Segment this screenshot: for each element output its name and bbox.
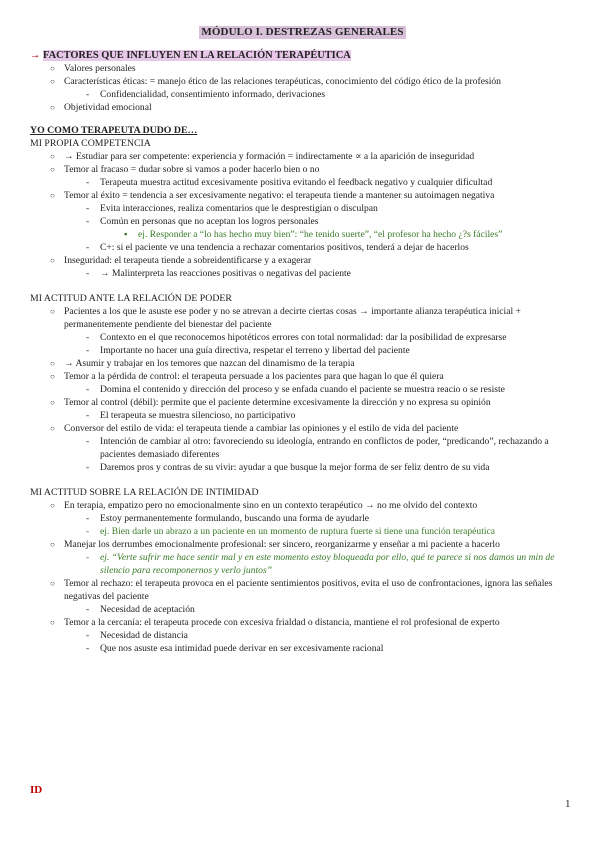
list-item: ○ Objetividad emocional bbox=[50, 102, 152, 113]
page-title: MÓDULO I. DESTREZAS GENERALES bbox=[201, 26, 404, 38]
list-item: ○ Manejar los derrumbes emocionalmente profesional: ser sincero, reorganizarme y enseñar a mi paciente a hacerlo bbox=[50, 539, 500, 550]
circle-bullet-icon: ○ bbox=[50, 64, 55, 73]
list-item: ○ → Estudiar para ser competente: experiencia y formación = indirectamente ∝ a la aparición de inseguridad bbox=[50, 151, 475, 162]
list-item-example: - ej. “Verte sufrir me hace sentir mal y en este momento estoy bloqueada por ello, qué te parece si nos damos un min de silencio para recomponernos y verlo juntos” bbox=[86, 552, 555, 576]
dash-bullet-icon: - bbox=[86, 436, 90, 447]
dash-bullet-icon: - bbox=[86, 216, 90, 227]
circle-bullet-icon: ○ bbox=[50, 256, 55, 265]
list-item: - El terapeuta se muestra silencioso, no participativo bbox=[86, 410, 296, 421]
dash-bullet-icon: - bbox=[86, 384, 90, 395]
dash-bullet-icon: - bbox=[86, 552, 90, 563]
list-item: - Terapeuta muestra actitud excesivamente positiva evitando el feedback negativo y cualquier dificultad bbox=[86, 177, 493, 188]
dash-bullet-icon: - bbox=[86, 513, 90, 524]
dash-bullet-icon: - bbox=[86, 526, 90, 537]
circle-bullet-icon: ○ bbox=[50, 579, 55, 588]
list-item: ○ → Asumir y trabajar en los temores que nazcan del dinamismo de la terapia bbox=[50, 358, 355, 369]
list-item: ○ Temor al fracaso = dudar sobre si vamos a poder hacerlo bien o no bbox=[50, 164, 320, 175]
list-item: - Evita interacciones, realiza comentarios que le desprestigian o disculpan bbox=[86, 203, 378, 214]
list-item-example: ▪ ej. Responder a “lo has hecho muy bien”: “he tenido suerte”, “el profesor ha hecho ¿?s fáciles” bbox=[124, 229, 503, 240]
list-item: - Importante no hacer una guía directiva, respetar el terreno y libertad del paciente bbox=[86, 345, 410, 356]
dash-bullet-icon: - bbox=[86, 89, 90, 100]
list-item: - Necesidad de distancia bbox=[86, 630, 188, 641]
dash-bullet-icon: - bbox=[86, 177, 90, 188]
list-factores bbox=[30, 62, 575, 114]
list-item: ○ Inseguridad: el terapeuta tiende a sobreidentificarse y a exagerar bbox=[50, 255, 312, 266]
list-item: - Intención de cambiar al otro: favoreciendo su ideología, entrando en conflictos de poder, “predicando”, rechazando a pacientes demasiado diferentes bbox=[86, 436, 549, 460]
subsection-heading-competencia: MI PROPIA COMPETENCIA bbox=[30, 138, 151, 149]
circle-bullet-icon: ○ bbox=[50, 372, 55, 381]
list-item: ○ Temor a la pérdida de control: el terapeuta persuade a los pacientes para que hagan lo que él quiera bbox=[50, 371, 444, 382]
list-item: - Contexto en el que reconocemos hipotéticos errores con total normalidad: dar la posibilidad de expresarse bbox=[86, 332, 507, 343]
list-item: ○ Características éticas: = manejo ético de las relaciones terapéuticas, conocimiento del código ético de la profesión bbox=[50, 76, 501, 87]
list-item: ○ En terapia, empatizo pero no emocionalmente sino en un contexto terapéutico → no me olvido del contexto bbox=[50, 500, 478, 511]
list-item: - → Malinterpreta las reacciones positivas o negativas del paciente bbox=[86, 268, 351, 279]
list-poder bbox=[30, 305, 575, 474]
dash-bullet-icon: - bbox=[86, 242, 90, 253]
dash-bullet-icon: - bbox=[86, 643, 90, 654]
circle-bullet-icon: ○ bbox=[50, 398, 55, 407]
id-mark: ID bbox=[30, 784, 43, 796]
circle-bullet-icon: ○ bbox=[50, 501, 55, 510]
circle-bullet-icon: ○ bbox=[50, 103, 55, 112]
dash-bullet-icon: - bbox=[86, 604, 90, 615]
dash-bullet-icon: - bbox=[86, 203, 90, 214]
circle-bullet-icon: ○ bbox=[50, 307, 55, 316]
circle-bullet-icon: ○ bbox=[50, 424, 55, 433]
square-bullet-icon: ▪ bbox=[124, 229, 128, 240]
dash-bullet-icon: - bbox=[86, 345, 90, 356]
dash-bullet-icon: - bbox=[86, 462, 90, 473]
list-item: - Necesidad de aceptación bbox=[86, 604, 195, 615]
list-item: - Común en personas que no aceptan los logros personales bbox=[86, 216, 319, 227]
list-item: ○ Valores personales bbox=[50, 63, 136, 74]
section-heading-yo-como-terapeuta: YO COMO TERAPEUTA DUDO DE… bbox=[30, 125, 198, 136]
list-item: ○ Pacientes a los que le asuste ese poder y no se atrevan a decirte ciertas cosas → importante alianza terapéutica inicial + permanentemente pendiente del bienestar del paciente bbox=[50, 306, 521, 330]
circle-bullet-icon: ○ bbox=[50, 359, 55, 368]
circle-bullet-icon: ○ bbox=[50, 165, 55, 174]
circle-bullet-icon: ○ bbox=[50, 618, 55, 627]
list-item: ○ Temor al éxito = tendencia a ser excesivamente negativo: el terapeuta tiende a mantener su autoimagen negativa bbox=[50, 190, 495, 201]
dash-bullet-icon: - bbox=[86, 410, 90, 421]
list-item: ○ Conversor del estilo de vida: el terapeuta tiende a cambiar las opiniones y el estilo de vida del paciente bbox=[50, 423, 459, 434]
subsection-heading-poder: MI ACTITUD ANTE LA RELACIÓN DE PODER bbox=[30, 293, 232, 304]
circle-bullet-icon: ○ bbox=[50, 77, 55, 86]
list-item: ○ Temor a la cercanía: el terapeuta procede con excesiva frialdad o distancia, mantiene el rol profesional de experto bbox=[50, 617, 500, 628]
circle-bullet-icon: ○ bbox=[50, 191, 55, 200]
list-competencia bbox=[30, 150, 575, 280]
list-item: - Daremos pros y contras de su vivir: ayudar a que busque la mejor forma de ser feliz dentro de su vida bbox=[86, 462, 490, 473]
list-item: - C+: si el paciente ve una tendencia a rechazar comentarios positivos, tenderá a dejar de hacerlos bbox=[86, 242, 469, 253]
circle-bullet-icon: ○ bbox=[50, 540, 55, 549]
list-item: ○ Temor al rechazo: el terapeuta provoca en el paciente sentimientos positivos, evita el uso de confrontaciones, ignora las señales negativas del paciente bbox=[50, 578, 553, 602]
list-item: - Domina el contenido y dirección del proceso y se enfada cuando el paciente se muestra reacio o se resiste bbox=[86, 384, 505, 395]
dash-bullet-icon: - bbox=[86, 332, 90, 343]
dash-bullet-icon: - bbox=[86, 268, 90, 279]
circle-bullet-icon: ○ bbox=[50, 152, 55, 161]
list-intimidad bbox=[30, 499, 575, 655]
list-item: - Que nos asuste esa intimidad puede derivar en ser excesivamente racional bbox=[86, 643, 384, 654]
section-heading-factores: → FACTORES QUE INFLUYEN EN LA RELACIÓN TERAPÉUTICA bbox=[30, 50, 351, 61]
list-item-example: - ej. Bien darle un abrazo a un paciente en un momento de ruptura fuerte si tiene una función terapéutica bbox=[86, 526, 496, 537]
arrow-icon: → bbox=[30, 50, 41, 61]
page-number: 1 bbox=[565, 798, 571, 810]
dash-bullet-icon: - bbox=[86, 630, 90, 641]
list-item: ○ Temor al control (débil): permite que el paciente determine excesivamente la dirección y no expresa su opinión bbox=[50, 397, 491, 408]
document-page bbox=[30, 26, 575, 655]
list-item: - Estoy permanentemente formulando, buscando una forma de ayudarle bbox=[86, 513, 370, 524]
subsection-heading-intimidad: MI ACTITUD SOBRE LA RELACIÓN DE INTIMIDAD bbox=[30, 487, 259, 498]
list-item: - Confidencialidad, consentimiento informado, derivaciones bbox=[86, 89, 326, 100]
